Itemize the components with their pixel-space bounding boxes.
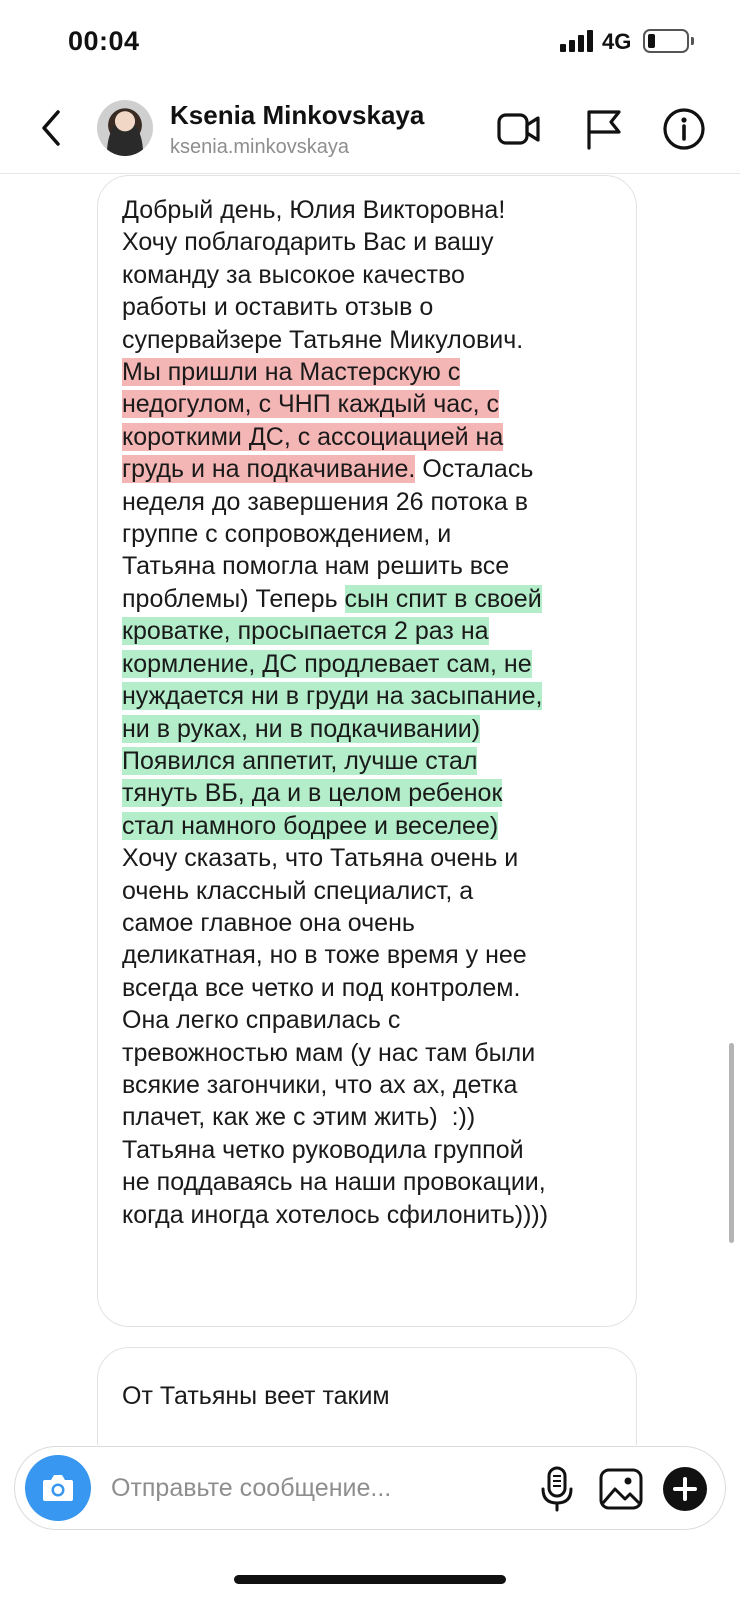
gallery-icon[interactable] — [597, 1465, 645, 1513]
highlight-green: ни в руках, ни в подкачивании) — [122, 714, 481, 743]
message-line: Татьяна помогла нам решить все — [122, 552, 510, 581]
highlight-green: стал намного бодрее и веселее) — [122, 811, 499, 840]
camera-icon[interactable] — [25, 1455, 91, 1521]
message-line — [122, 421, 622, 453]
message-input[interactable] — [111, 1467, 511, 1509]
message-line: Хочу поблагодарить Вас и вашу — [122, 228, 494, 257]
contact-name[interactable]: Ksenia Minkovskaya — [170, 100, 425, 130]
message-line: Хочу сказать, что Татьяна очень и — [122, 844, 519, 873]
home-indicator[interactable] — [234, 1575, 506, 1584]
battery-tip — [691, 37, 694, 45]
highlight-green: кормление, ДС продлевает сам, не — [122, 649, 532, 678]
message-line: супервайзере Татьяне Микулович. — [122, 325, 524, 354]
message-line: очень классный специалист, а — [122, 876, 474, 905]
highlight-red: грудь и на подкачивание. — [122, 455, 416, 484]
scrollbar[interactable] — [729, 1043, 734, 1243]
highlight-red: Мы пришли на Мастерскую с — [122, 358, 461, 387]
microphone-icon[interactable] — [537, 1465, 577, 1513]
message-line — [122, 356, 622, 388]
status-bar — [0, 0, 740, 84]
message-line: работы и оставить отзыв о — [122, 293, 434, 322]
message-line: деликатная, но в тоже время у нее — [122, 941, 527, 970]
video-call-icon[interactable] — [496, 106, 542, 152]
message-line: команду за высокое качество — [122, 260, 465, 289]
message-line — [122, 583, 622, 615]
message-line: всегда все четко и под контролем. — [122, 973, 521, 1002]
message-line: неделя до завершения 26 потока в — [122, 487, 529, 516]
plus-icon[interactable] — [663, 1467, 707, 1511]
message-line: всякие загончики, что ах ах, детка — [122, 1070, 518, 1099]
message-line — [122, 810, 622, 842]
message-line — [122, 453, 622, 485]
message-line: Она легко справилась с — [122, 1006, 401, 1035]
message-line — [122, 777, 622, 809]
message-line — [122, 388, 622, 420]
message-thread[interactable] — [0, 175, 740, 1445]
flag-icon[interactable] — [581, 106, 627, 152]
message-line: Добрый день, Юлия Викторовна! — [122, 196, 506, 224]
network-type: 4G — [602, 29, 632, 54]
message-text: проблемы) Теперь — [122, 584, 345, 613]
highlight-green: кроватке, просыпается 2 раз на — [122, 617, 489, 646]
message-text: Осталась — [415, 455, 534, 484]
highlight-green: сын спит в своей — [344, 584, 542, 613]
highlight-green: нуждается ни в груди на засыпание, — [122, 682, 543, 711]
message-line: Татьяна четко руководила группой — [122, 1135, 524, 1164]
highlight-green: тянуть ВБ, да и в целом ребенок — [122, 779, 503, 808]
chat-header — [0, 84, 740, 174]
info-icon[interactable] — [661, 106, 707, 152]
message-bubble[interactable] — [97, 175, 637, 1327]
message-line: когда иногда хотелось сфилонить)))) — [122, 1200, 549, 1229]
message-line — [122, 713, 622, 745]
message-line: плачет, как же с этим жить) :)) — [122, 1103, 476, 1132]
highlight-green: Появился аппетит, лучше стал — [122, 746, 478, 775]
avatar[interactable] — [97, 100, 153, 156]
signal-strength-icon — [560, 30, 594, 52]
status-time: 00:04 — [68, 26, 140, 56]
message-line — [122, 615, 622, 647]
message-bubble[interactable] — [97, 1347, 637, 1445]
message-line: тревожностью мам (у нас там были — [122, 1038, 536, 1067]
highlight-red: короткими ДС, с ассоциацией на — [122, 422, 504, 451]
message-line — [122, 745, 622, 777]
message-line — [122, 648, 622, 680]
back-arrow-icon[interactable] — [32, 106, 72, 150]
message-line: самое главное она очень — [122, 908, 415, 937]
highlight-red: недогулом, с ЧНП каждый час, с — [122, 390, 500, 419]
message-line — [122, 680, 622, 712]
contact-username[interactable]: ksenia.minkovskaya — [170, 136, 349, 158]
battery-icon — [643, 29, 689, 53]
message-line: не поддаваясь на наши провокации, — [122, 1168, 546, 1197]
message-line: От Татьяны веет таким — [122, 1382, 390, 1410]
message-composer — [14, 1446, 726, 1530]
message-line: группе с сопровождением, и — [122, 520, 452, 549]
